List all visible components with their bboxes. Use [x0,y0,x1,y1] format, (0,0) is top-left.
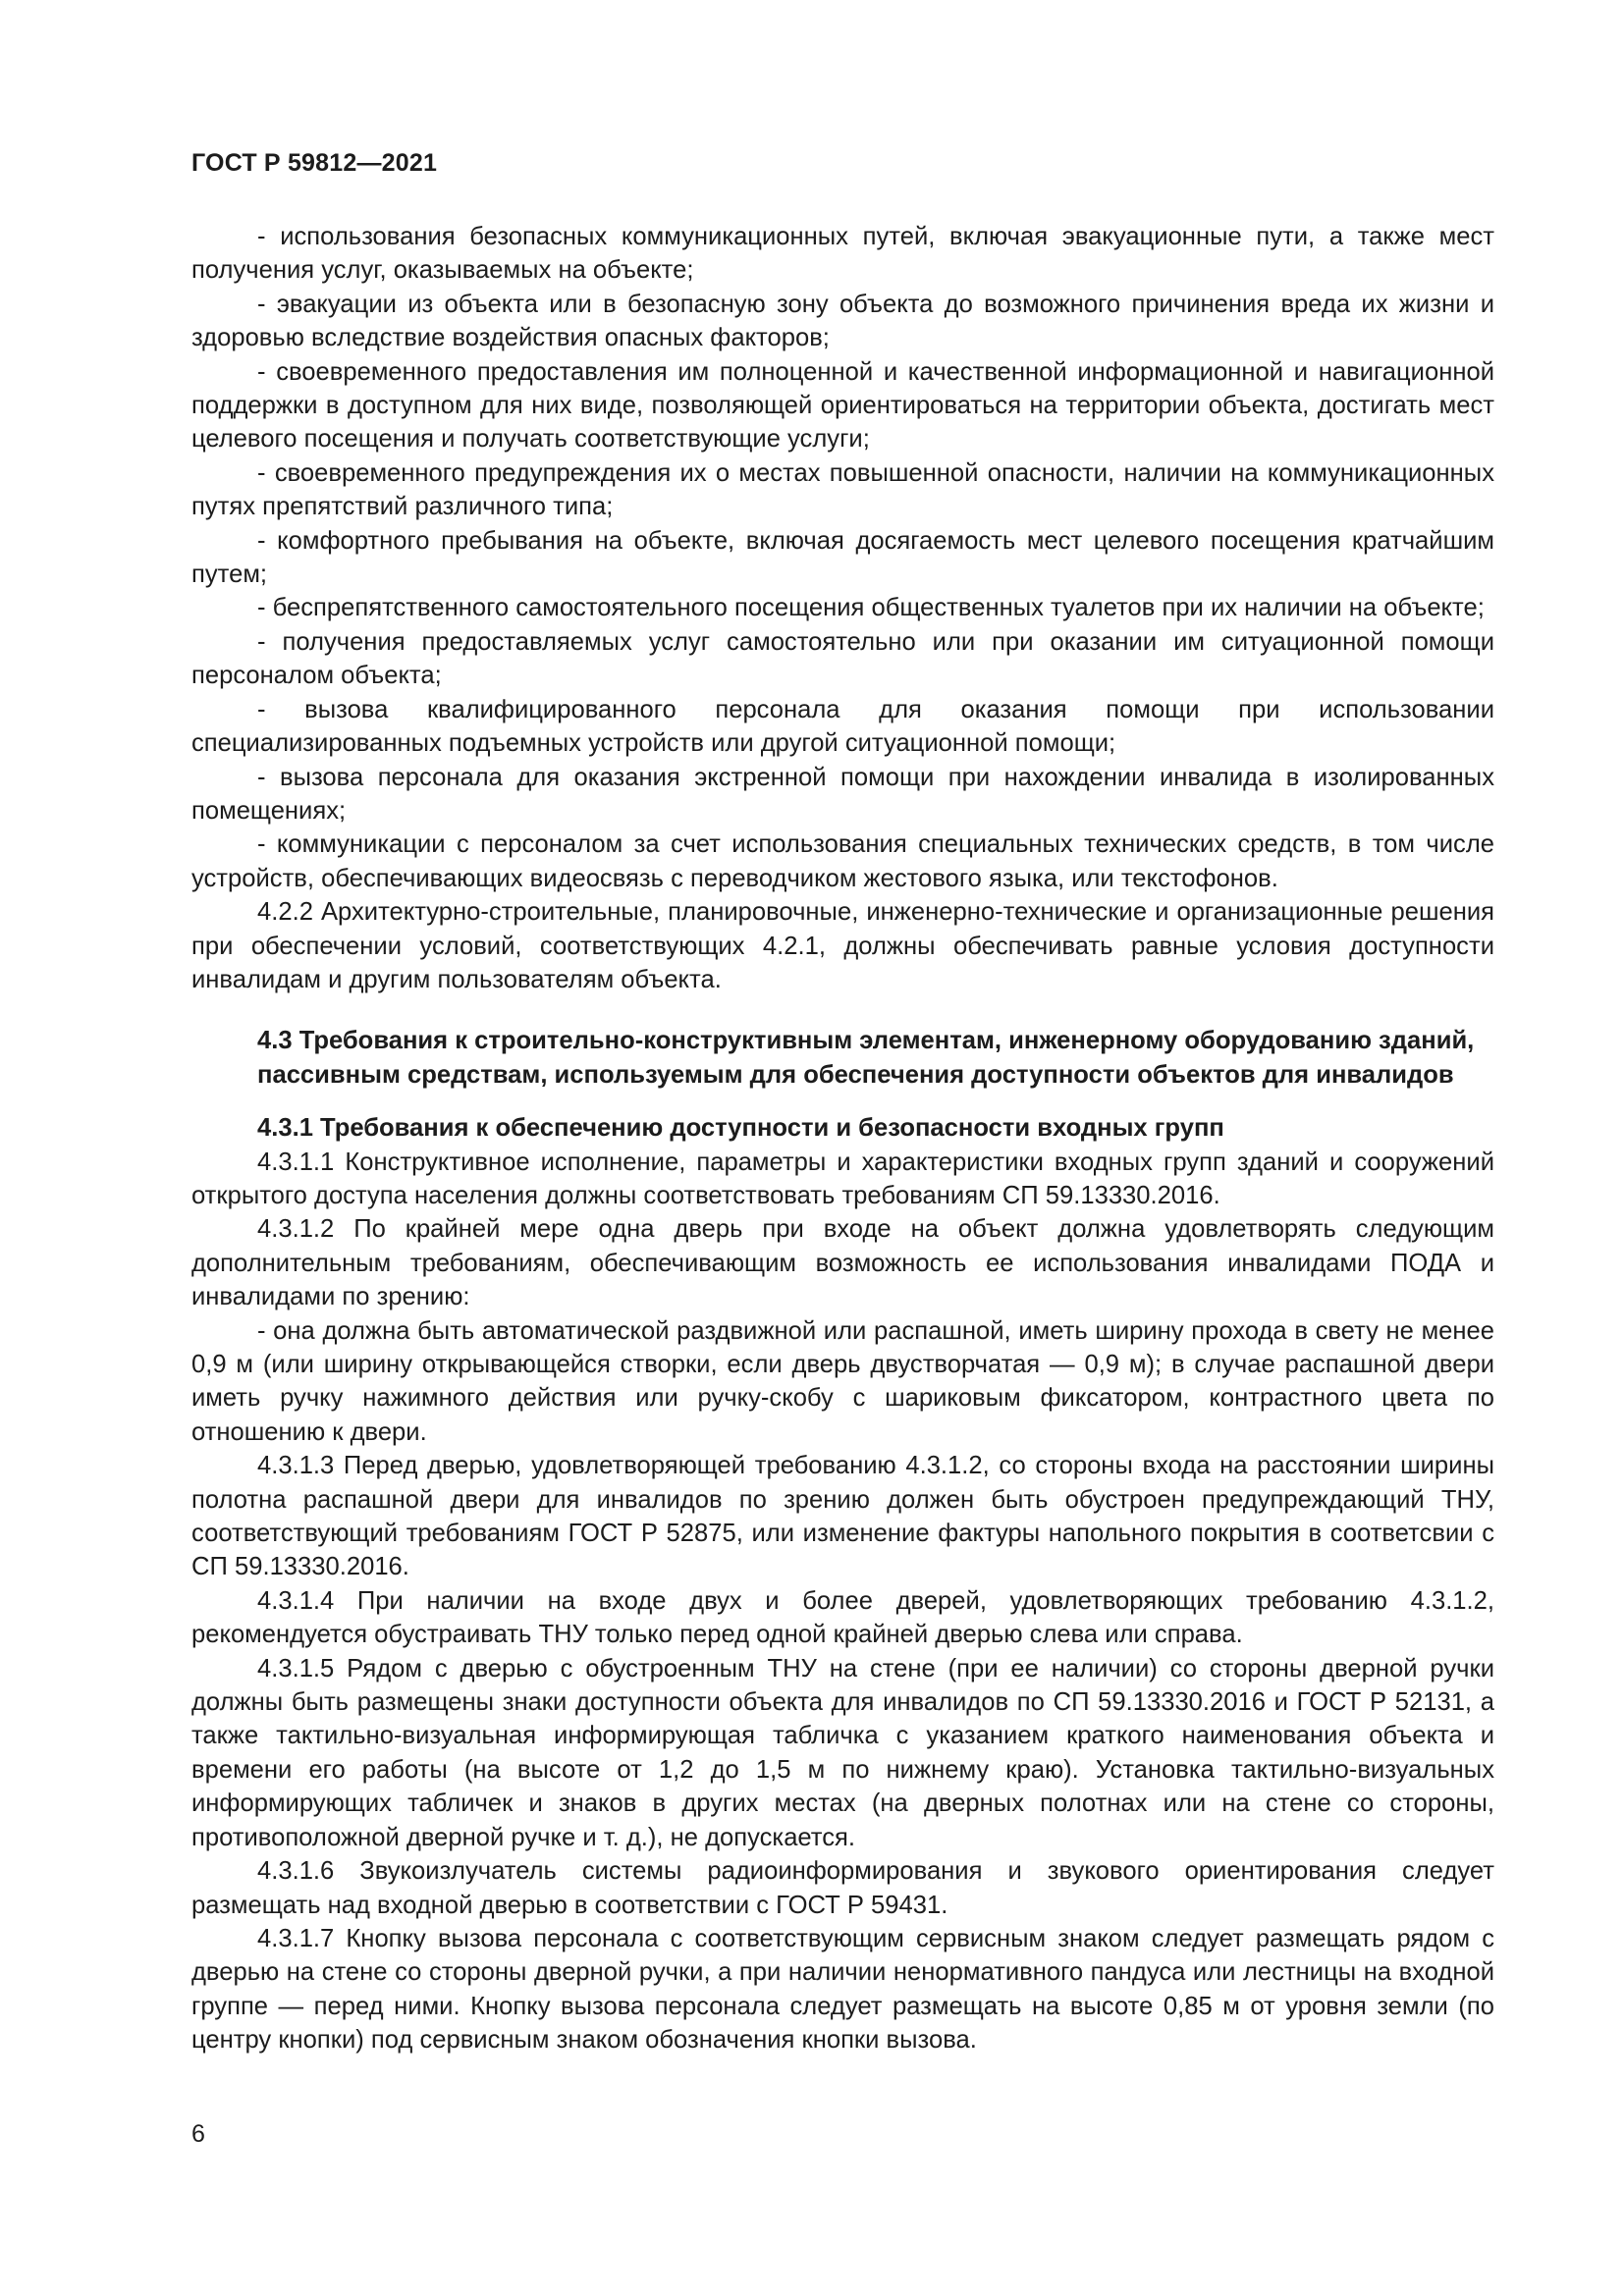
paragraph-4-3-1-5: 4.3.1.5 Рядом с дверью с обустроенным ТНУ на стене (при ее наличии) со стороны дверной ручки должны быть размещены знаки доступности объекта для инвалидов по СП 59.13330.2016 и ГОСТ Р 52131, а также тактильно-визуальная информирующая табличка с указанием краткого наименования объекта и времени его работы (на высоте от 1,2 до 1,5 м по нижнему краю). Установка тактильно-визуальных информирующих табличек и знаков в других местах (на дверных полотнах или на стене со стороны, противоположной дверной ручке и т. д.), не допускается. [191,1654,1494,1851]
paragraph-4-3-1-2: 4.3.1.2 По крайней мере одна дверь при входе на объект должна удовлетворять следующим дополнительным требованиям, обеспечивающим возможность ее использования инвалидами ПОДА и инвалидами по зрению: [191,1215,1494,1311]
paragraph-4-3-1-6: 4.3.1.6 Звукоизлучатель системы радиоинформирования и звукового ориентирования следует размещать над входной дверью в соответствии с ГОСТ Р 59431. [191,1857,1494,1919]
list-item: - получения предоставляемых услуг самостоятельно или при оказании им ситуационной помощи персоналом объекта; [191,627,1494,690]
list-item: - вызова квалифицированного персонала для оказания помощи при использовании специализированных подъемных устройств или другой ситуационной помощи; [191,695,1494,758]
paragraph-4-3-1-2-item: - она должна быть автоматической раздвижной или распашной, иметь ширину прохода в свету не менее 0,9 м (или ширину открывающейся створки, если дверь двустворчатая — 0,9 м); в случае распашной двери иметь ручку нажимного действия или ручку-скобу с шариковым фиксатором, контрастного цвета по отношению к двери. [191,1316,1494,1446]
paragraph-4-3-1-4: 4.3.1.4 При наличии на входе двух и более дверей, удовлетворяющих требованию 4.3.1.2, рекомендуется обустраивать ТНУ только перед одной крайней дверью слева или справа. [191,1586,1494,1649]
paragraph-4-3-1-3: 4.3.1.3 Перед дверью, удовлетворяющей требованию 4.3.1.2, со стороны входа на расстоянии ширины полотна распашной двери для инвалидов по зрению должен быть обустроен предупреждающий ТНУ, соответствующий требованиям ГОСТ Р 52875, или изменение фактуры напольного покрытия в соответсвии с СП 59.13330.2016. [191,1452,1494,1581]
document-header: ГОСТ Р 59812—2021 [191,149,438,177]
list-item: - беспрепятственного самостоятельного посещения общественных туалетов при их наличии на объекте; [257,594,1485,622]
list-item: - использования безопасных коммуникационных путей, включая эвакуационные пути, а также мест получения услуг, оказываемых на объекте; [191,223,1494,285]
list-item: - вызова персонала для оказания экстренной помощи при нахождении инвалида в изолированных помещениях; [191,763,1494,825]
list-item: - комфортного пребывания на объекте, включая досягаемость мест целевого посещения кратчайшим путем; [191,526,1494,589]
subsection-heading-4-3-1: 4.3.1 Требования к обеспечению доступности и безопасности входных групп [257,1114,1224,1143]
section-heading-4-3: 4.3 Требования к строительно-конструктивным элементам, инженерному оборудованию зданий, пассивным средствам, используемым для обеспечения доступности объектов для инвалидов [257,1027,1475,1089]
list-item: - своевременного предупреждения их о местах повышенной опасности, наличии на коммуникационных путях препятствий различного типа; [191,458,1494,521]
page-number: 6 [191,2120,205,2148]
paragraph-4-2-2: 4.2.2 Архитектурно-строительные, планировочные, инженерно-технические и организационные решения при обеспечении условий, соответствующих 4.2.1, должны обеспечивать равные условия доступности инвалидам и другим пользователям объекта. [191,898,1494,993]
list-item: - эвакуации из объекта или в безопасную зону объекта до возможного причинения вреда их жизни и здоровью вследствие воздействия опасных факторов; [191,290,1494,352]
paragraph-4-3-1-1: 4.3.1.1 Конструктивное исполнение, параметры и характеристики входных групп зданий и сооружений открытого доступа населения должны соответствовать требованиям СП 59.13330.2016. [191,1148,1494,1209]
list-item: - своевременного предоставления им полноценной и качественной информационной и навигационной поддержки в доступном для них виде, позволяющей ориентироваться на территории объекта, достигать мест целевого посещения и получать соответствующие услуги; [191,357,1494,454]
list-item: - коммуникации с персоналом за счет использования специальных технических средств, в том числе устройств, обеспечивающих видеосвязь с переводчиком жестового языка, или текстофонов. [191,830,1494,892]
page-body [191,220,1494,2057]
paragraph-4-3-1-7: 4.3.1.7 Кнопку вызова персонала с соответствующим сервисным знаком следует размещать рядом с дверью на стене со стороны дверной ручки, а при наличии ненормативного пандуса или лестницы на входной группе — перед ними. Кнопку вызова персонала следует размещать на высоте 0,85 м от уровня земли (по центру кнопки) под сервисным знаком обозначения кнопки вызова. [191,1924,1494,2055]
